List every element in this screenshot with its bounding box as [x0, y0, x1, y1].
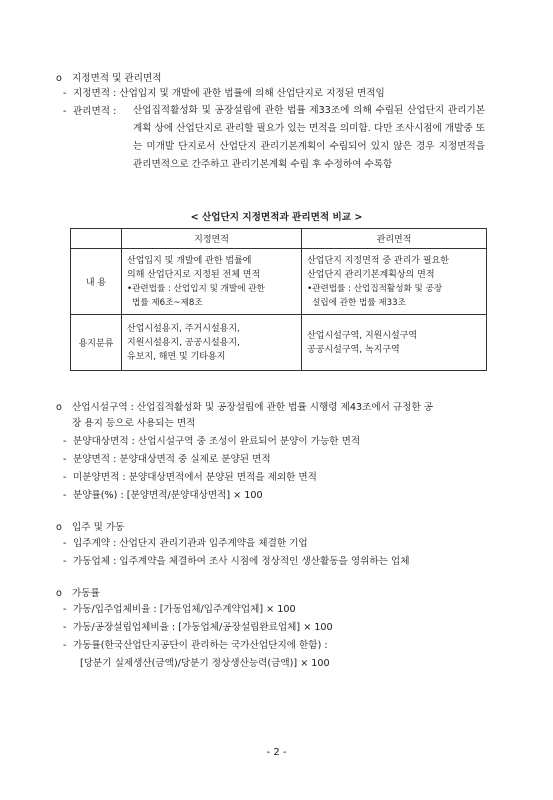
definition-operation-rate: - 가동률(한국산업단지공단이 관리하는 국가산업단지에 한함) : [63, 640, 328, 651]
page-number: - 2 - [266, 747, 287, 758]
table-cell: 산업시설용지, 주거시설용지, 지원시설용지, 공공시설용지, 유보지, 해면 및 기타용지 [122, 315, 302, 371]
section-heading-occupancy [56, 519, 124, 533]
column-header-designated: 지정면적 [122, 229, 302, 249]
definition-sale-target-area: - 분양대상면적 : 산업시설구역 중 조성이 완료되어 분양이 가능한 면적 [63, 436, 361, 447]
table-row [71, 249, 487, 315]
section-heading-operation-rate [56, 585, 100, 599]
row-header-content: 내 용 [71, 249, 122, 315]
dash-bullet-icon: - [63, 640, 67, 651]
section-title: 지정면적 및 관리면적 [72, 73, 162, 84]
dash-bullet-icon: - [63, 604, 67, 615]
section-title: 가동률 [72, 588, 100, 599]
definition-designated-area: - 지정면적 : 산업입지 및 개발에 관한 법률에 의해 산업단지로 지정된 면적임 [63, 88, 385, 99]
section-title-continued: 장 용지 등으로 사용되는 면적 [72, 418, 196, 429]
section-title: 산업시설구역 : 산업집적활성화 및 공장설립에 관한 법률 시행령 제43조에서 규정한 공 [72, 402, 434, 413]
table-caption: < 산업단지 지정면적과 관리면적 비교 > [190, 212, 363, 223]
circle-bullet-icon: ο [56, 73, 62, 84]
row-header-land-class: 용지분류 [71, 315, 122, 371]
dash-bullet-icon: - [63, 490, 67, 501]
dash-bullet-icon: - [63, 472, 67, 483]
table-corner-cell [71, 229, 122, 249]
definition-operating-company: - 가동업체 : 입주계약을 체결하여 조사 시점에 정상적인 생산활동을 영위하는 업체 [63, 556, 410, 567]
comparison-table [70, 228, 487, 371]
table-header-row [71, 229, 487, 249]
dash-bullet-icon: - [63, 622, 67, 633]
dash-bullet-icon: - [63, 454, 67, 465]
circle-bullet-icon: ο [56, 522, 62, 533]
definition-sold-area: - 분양면적 : 분양대상면적 중 실제로 분양된 면적 [63, 454, 271, 465]
dash-bullet-icon: - [63, 556, 67, 567]
definition-managed-area-body: 산업집적활성화 및 공장설립에 관한 법률 제33조에 의해 수립된 산업단지 관리기본계획 상에 산업단지로 관리할 필요가 있는 면적을 의미함. 다만 조사시점에 개발중 또는 미개발 단지로서 산업단지 관리기본계획이 수립되어 있지 않은 경우 지정면적을 관리면적으로 간주하고 관리기본계획 수립 후 수정하여 수록함 [133, 105, 485, 170]
circle-bullet-icon: ο [56, 588, 62, 599]
dash-bullet-icon: - [63, 436, 67, 447]
dash-bullet-icon: - [63, 88, 67, 99]
definition-unsold-area: - 미분양면적 : 분양대상면적에서 분양된 면적을 제외한 면적 [63, 472, 317, 483]
definition-operating-factory-ratio: - 가동/공장설립업체비율 : [가동업체/공장설립완료업체] × 100 [63, 622, 333, 633]
section-heading-industrial-zone [56, 399, 433, 413]
circle-bullet-icon: ο [56, 402, 62, 413]
dash-bullet-icon: - [63, 106, 67, 117]
table-cell: 산업입지 및 개발에 관한 법률에 의해 산업단지로 지정된 전체 면적 •관련법률 : 산업입지 및 개발에 관한 법률 제6조~제8조 [122, 249, 302, 315]
table-cell: 산업단지 지정면적 중 관리가 필요한 산업단지 관리기본계획상의 면적 •관련법률 : 산업집적활성화 및 공장 설립에 관한 법률 제33조 [302, 249, 487, 315]
column-header-managed: 관리면적 [302, 229, 487, 249]
operation-rate-formula: [당분기 실제생산(금액)/당분기 정상생산능력(금액)] × 100 [80, 658, 330, 669]
definition-operating-occupancy-ratio: - 가동/입주업체비율 : [가동업체/입주계약업체] × 100 [63, 604, 296, 615]
section-heading-designated-area [56, 70, 162, 84]
definition-managed-area-label: - 관리면적 : [63, 106, 117, 117]
table-cell: 산업시설구역, 지원시설구역 공공시설구역, 녹지구역 [302, 315, 487, 371]
table-row [71, 315, 487, 371]
definition-occupancy-contract: - 입주계약 : 산업단지 관리기관과 입주계약을 체결한 기업 [63, 538, 308, 549]
section-title: 입주 및 가동 [72, 522, 125, 533]
dash-bullet-icon: - [63, 538, 67, 549]
definition-sale-rate: - 분양률(%) : [분양면적/분양대상면적] × 100 [63, 490, 263, 501]
